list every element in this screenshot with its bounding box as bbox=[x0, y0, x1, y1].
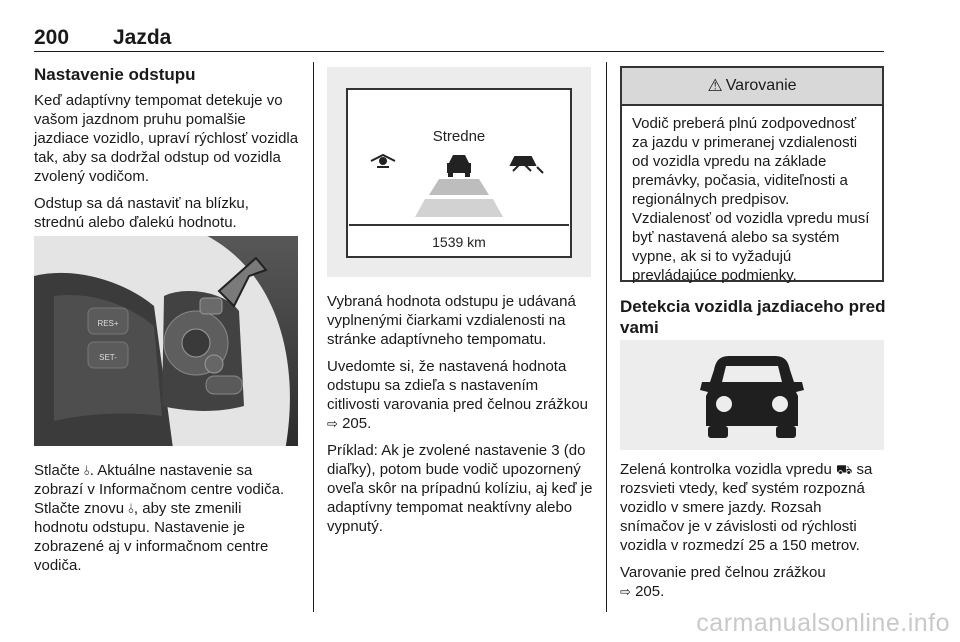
distance-bar bbox=[429, 179, 489, 195]
distance-setting-icon: ⫰ bbox=[128, 501, 134, 516]
display-label: Stredne bbox=[432, 128, 486, 145]
header-divider bbox=[34, 51, 884, 52]
paragraph: Varovanie pred čelnou zrážkou ⇨ 205. bbox=[620, 564, 826, 600]
page-ref-link[interactable]: 205. bbox=[635, 583, 665, 600]
warning-paragraph: Vodič preberá plnú zodpovednosť za jazdu v primeranej vzdialenosti od vozidla vpredu na základe premávky, počasia, viditeľnosti a regionálnych predpisov. bbox=[632, 115, 858, 208]
warning-triangle-icon: ⚠ bbox=[707, 76, 723, 95]
section-heading-distance: Nastavenie odstupu bbox=[34, 65, 196, 84]
page-ref-icon: ⇨ bbox=[327, 416, 338, 431]
warning-paragraph: Vzdialenosť od vozidla vpredu musí byť nastavená alebo sa systém vypne, ak si to vyžadujú prevládajúce podmienky. bbox=[632, 210, 870, 284]
column-divider-1 bbox=[313, 62, 314, 612]
cluster-display-figure bbox=[327, 67, 591, 277]
warning-body bbox=[622, 106, 882, 285]
distance-bar bbox=[415, 199, 503, 217]
paragraph: Uvedomte si, že nastavená hodnota odstupu sa zdieľa s nastavením citlivosti varovania pred čelnou zrážkou ⇨ 205. bbox=[327, 358, 588, 432]
vehicle-ahead-indicator-icon bbox=[700, 356, 804, 438]
chapter-title: Jazda bbox=[113, 26, 172, 49]
res-label: RES+ bbox=[97, 319, 119, 328]
section-heading-vehicle-detection: Detekcia vozidla jazdiaceho pred vami bbox=[620, 297, 886, 337]
warning-header bbox=[622, 68, 882, 106]
warning-box bbox=[620, 66, 884, 282]
column-3 bbox=[620, 296, 886, 344]
distance-setting-icon: ⫰ bbox=[84, 463, 90, 478]
column-2 bbox=[327, 292, 593, 544]
odometer: 1539 km bbox=[432, 234, 486, 250]
paragraph: Zelená kontrolka vozidla vpredu ⛟ sa rozsvieti vtedy, keď systém rozpozná vozidlo v smere jazdy. Rozsah snímačov je v závislosti od rýchlosti vozidla v rozmedzí 25 a 150 metrov. bbox=[620, 461, 873, 554]
paragraph: Príklad: Ak je zvolené nastavenie 3 (do diaľky), potom bude vodič upozornený oveľa skôr na prípadnú kolíziu, aj keď je adaptívny tempomat neaktívny alebo vypnutý. bbox=[327, 442, 593, 535]
paragraph: Vybraná hodnota odstupu je udávaná vyplnenými čiarkami vzdialenosti na stránke adaptívneho tempomatu. bbox=[327, 293, 576, 348]
distance-button-icon bbox=[200, 298, 222, 314]
vehicle-ahead-figure bbox=[620, 340, 884, 450]
page-ref-link[interactable]: 205. bbox=[342, 415, 372, 432]
column-1 bbox=[34, 64, 299, 240]
paragraph: Odstup sa dá nastaviť na blízku, strednú alebo ďalekú hodnotu. bbox=[34, 195, 249, 231]
page-ref-icon: ⇨ bbox=[620, 584, 631, 599]
column-divider-2 bbox=[606, 62, 607, 612]
warning-title: Varovanie bbox=[725, 77, 797, 94]
page-number: 200 bbox=[34, 26, 70, 49]
watermark: carmanualsonline.info bbox=[696, 609, 950, 637]
steering-wheel-figure bbox=[34, 236, 298, 446]
paragraph: Keď adaptívny tempomat detekuje vo vašom jazdnom pruhu pomalšie jazdiace vozidlo, upraví rýchlosť vozidla tak, aby sa dodržal odstup od vozidla zvolený vodičom. bbox=[34, 92, 299, 185]
vehicle-ahead-small-icon: ⛟ bbox=[835, 462, 853, 477]
set-label: SET- bbox=[99, 353, 117, 362]
column-3-lower bbox=[620, 460, 888, 609]
column-1-lower bbox=[34, 461, 299, 583]
paragraph: Stlačte ⫰. Aktuálne nastavenie sa zobrazí v Informačnom centre vodiča. Stlačte znovu ⫰, aby ste zmenili hodnotu odstupu. Nastavenie je zobrazené aj v informačnom centre vodiča. bbox=[34, 462, 285, 574]
